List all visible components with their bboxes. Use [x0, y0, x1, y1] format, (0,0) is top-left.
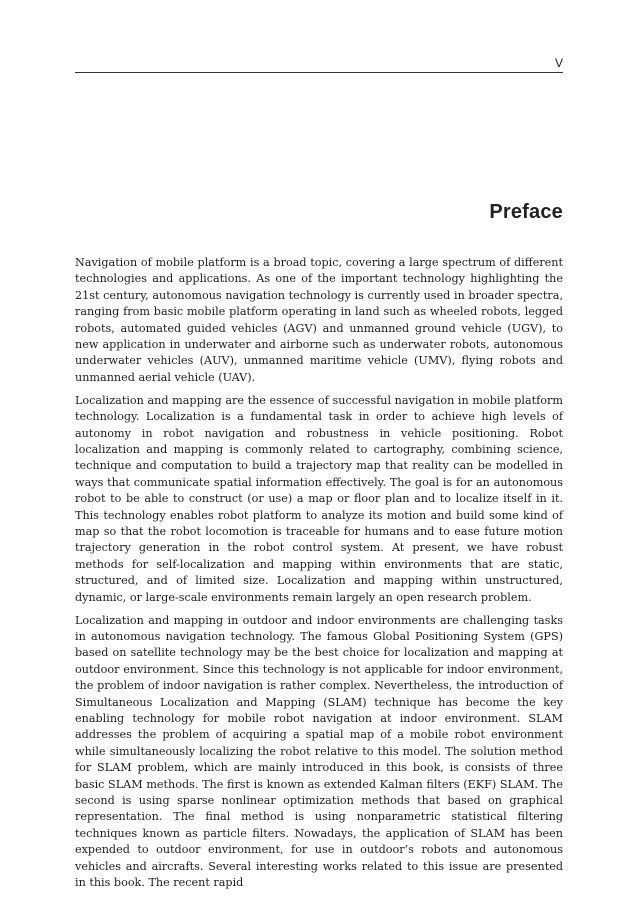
page-title: Preface	[489, 201, 563, 223]
page-number: V	[554, 56, 563, 70]
paragraph-2: Localization and mapping are the essence of successful navigation in mobile platform technology. Localization is a fundamental task in order to achieve high levels of autonomy in robot navigation and robustness in vehicle positioning. Robot localization and mapping is commonly related to cartography, combining science, technique and computation to build a trajectory map that reality can be modelled in ways that communicate spatial information effectively. The goal is for an autonomous robot to be able to construct (or use) a map or floor plan and to localize itself in it. This technology enables robot platform to analyze its motion and build some kind of map so that the robot locomotion is traceable for humans and to ease future motion trajectory generation in the robot control system. At present, we have robust methods for self-localization and mapping within environments that are static, structured, and of limited size. Localization and mapping within unstructured, dynamic, or large-scale environments remain largely an open research problem.	[75, 393, 563, 604]
preface-body	[75, 255, 563, 898]
paragraph-3: Localization and mapping in outdoor and indoor environments are challenging tasks in autonomous navigation technology. The famous Global Positioning System (GPS) based on satellite technology may be the best choice for localization and mapping at outdoor environment. Since this technology is not applicable for indoor environment, the problem of indoor navigation is rather complex. Nevertheless, the introduction of Simultaneous Localization and Mapping (SLAM) technique has become the key enabling technology for mobile robot navigation at indoor environment. SLAM addresses the problem of acquiring a spatial map of a mobile robot environment while simultaneously localizing the robot relative to this model. The solution method for SLAM problem, which are mainly introduced in this book, is consists of three basic SLAM methods. The first is known as extended Kalman filters (EKF) SLAM. The second is using sparse nonlinear optimization methods that based on graphical representation. The final method is using nonparametric statistical filtering techniques known as particle filters. Nowadays, the application of SLAM has been expended to outdoor environment, for use in outdoor’s robots and autonomous vehicles and aircrafts. Several interesting works related to this issue are presented in this book. The recent rapid	[75, 613, 563, 890]
header-rule	[75, 72, 563, 73]
paragraph-1: Navigation of mobile platform is a broad topic, covering a large spectrum of different technologies and applications. As one of the important technology highlighting the 21st century, autonomous navigation technology is currently used in broader spectra, ranging from basic mobile platform operating in land such as wheeled robots, legged robots, automated guided vehicles (AGV) and unmanned ground vehicle (UGV), to new application in underwater and airborne such as underwater robots, autonomous underwater vehicles (AUV), unmanned maritime vehicle (UMV), flying robots and unmanned aerial vehicle (UAV).	[75, 256, 563, 384]
